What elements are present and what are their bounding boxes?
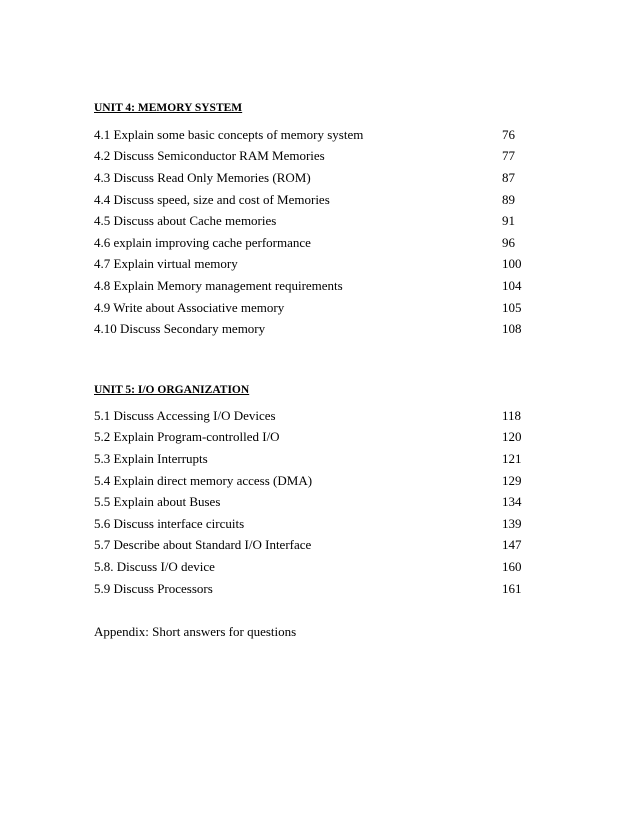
toc-entry-page: 76: [502, 126, 515, 142]
toc-entry-title: 5.2 Explain Program-controlled I/O: [94, 429, 280, 445]
toc-entry: [94, 427, 534, 449]
toc-entry: [94, 405, 534, 427]
appendix-line: Appendix: Short answers for questions: [94, 624, 297, 639]
toc-entry-title: 4.1 Explain some basic concepts of memory system: [94, 126, 364, 142]
toc-entry: [94, 578, 534, 600]
toc-entry-page: 134: [502, 494, 522, 510]
toc-entry-page: 100: [502, 256, 522, 272]
unit-5-toc-list: [94, 405, 534, 599]
toc-entry-page: 118: [502, 407, 522, 423]
toc-entry: [94, 167, 534, 189]
toc-entry-title: 4.2 Discuss Semiconductor RAM Memories: [94, 148, 325, 164]
toc-entry-page: 89: [502, 191, 515, 207]
toc-entry: [94, 513, 534, 535]
toc-entry: [94, 189, 534, 211]
toc-entry: [94, 535, 534, 557]
toc-entry-title: 5.9 Discuss Processors: [94, 580, 213, 596]
toc-entry-title: 4.6 explain improving cache performance: [94, 234, 311, 250]
toc-entry-title: 5.8. Discuss I/O device: [94, 558, 215, 574]
toc-entry-page: 87: [502, 169, 515, 185]
unit-4-toc-list: [94, 124, 534, 340]
toc-entry-page: 139: [502, 515, 522, 531]
toc-entry: [94, 297, 534, 319]
unit-5-heading: UNIT 5: I/O ORGANIZATION: [94, 384, 250, 396]
toc-entry-title: 5.7 Describe about Standard I/O Interface: [94, 537, 312, 553]
toc-entry-title: 4.4 Discuss speed, size and cost of Memories: [94, 191, 330, 207]
toc-entry: [94, 232, 534, 254]
toc-entry-title: 4.10 Discuss Secondary memory: [94, 321, 266, 337]
toc-entry-page: 160: [502, 558, 522, 574]
toc-entry-title: 5.1 Discuss Accessing I/O Devices: [94, 407, 276, 423]
toc-entry-page: 91: [502, 213, 515, 229]
toc-entry-title: 4.3 Discuss Read Only Memories (ROM): [94, 169, 311, 185]
toc-entry-page: 161: [502, 580, 522, 596]
toc-entry: [94, 254, 534, 276]
toc-entry-page: 104: [502, 277, 522, 293]
unit-4-heading: UNIT 4: MEMORY SYSTEM: [94, 102, 243, 114]
toc-entry: [94, 124, 534, 146]
toc-entry-title: 5.5 Explain about Buses: [94, 494, 221, 510]
toc-entry-title: 4.9 Write about Associative memory: [94, 299, 285, 315]
toc-entry: [94, 470, 534, 492]
toc-entry: [94, 318, 534, 340]
toc-entry-page: 96: [502, 234, 515, 250]
toc-entry-title: 5.6 Discuss interface circuits: [94, 515, 245, 531]
toc-entry-title: 5.4 Explain direct memory access (DMA): [94, 472, 313, 488]
toc-entry: [94, 146, 534, 168]
toc-entry: [94, 275, 534, 297]
toc-entry: [94, 556, 534, 578]
toc-entry-title: 4.8 Explain Memory management requirements: [94, 277, 343, 293]
toc-entry-page: 147: [502, 537, 522, 553]
toc-entry: [94, 448, 534, 470]
toc-entry-page: 120: [502, 429, 522, 445]
toc-entry-page: 77: [502, 148, 515, 164]
toc-entry: [94, 210, 534, 232]
toc-entry: [94, 491, 534, 513]
toc-entry-title: 4.7 Explain virtual memory: [94, 256, 238, 272]
toc-entry-page: 108: [502, 321, 522, 337]
toc-entry-page: 121: [502, 450, 522, 466]
toc-entry-title: 4.5 Discuss about Cache memories: [94, 213, 277, 229]
toc-entry-page: 129: [502, 472, 522, 488]
toc-entry-title: 5.3 Explain Interrupts: [94, 450, 208, 466]
toc-entry-page: 105: [502, 299, 522, 315]
